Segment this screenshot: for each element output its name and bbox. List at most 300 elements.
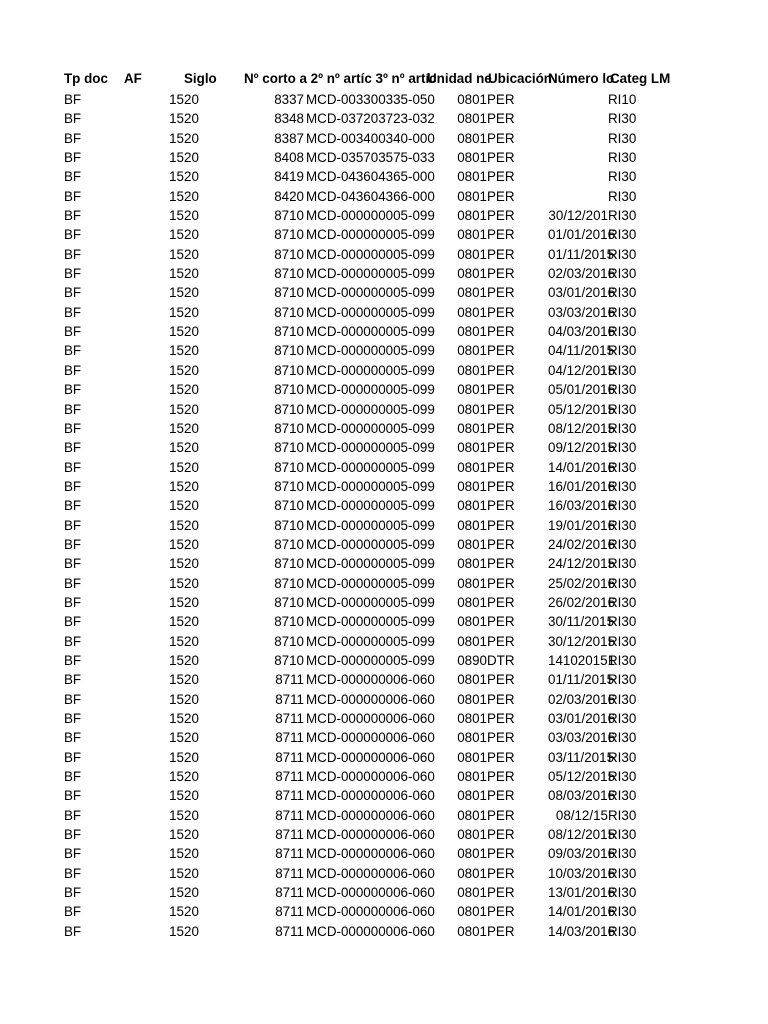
cell-tp-doc[interactable]: BF <box>64 169 82 185</box>
cell-categ-lm[interactable]: RI30 <box>608 169 637 185</box>
cell-ubicacion[interactable]: PER <box>487 865 515 881</box>
cell-numero-corto[interactable]: 8710 <box>274 536 304 552</box>
cell-articulo[interactable]: MCD-000000006-060 <box>306 865 435 881</box>
cell-unidad[interactable]: 0801 <box>457 575 487 591</box>
cell-siglo-b[interactable]: 20 <box>184 92 199 107</box>
cell-siglo-b[interactable]: 20 <box>184 788 199 804</box>
cell-unidad[interactable]: 0801 <box>457 807 487 823</box>
cell-ubicacion[interactable]: PER <box>487 324 515 340</box>
cell-categ-lm[interactable]: RI30 <box>608 691 637 707</box>
cell-numero-lote[interactable]: 03/03/2016 <box>548 304 616 320</box>
cell-siglo-b[interactable]: 20 <box>184 304 199 320</box>
cell-siglo-b[interactable]: 20 <box>184 111 199 127</box>
cell-ubicacion[interactable]: PER <box>487 478 515 494</box>
cell-tp-doc[interactable]: BF <box>64 769 82 785</box>
cell-ubicacion[interactable]: PER <box>487 362 515 378</box>
cell-articulo[interactable]: MCD-035703575-033 <box>306 150 435 166</box>
cell-numero-lote[interactable]: 02/03/2016 <box>548 691 616 707</box>
cell-categ-lm[interactable]: RI30 <box>608 614 637 630</box>
cell-tp-doc[interactable]: BF <box>64 324 82 340</box>
cell-articulo[interactable]: MCD-043604366-000 <box>306 188 435 204</box>
cell-ubicacion[interactable]: PER <box>487 672 515 688</box>
cell-siglo-b[interactable]: 20 <box>184 169 199 185</box>
cell-tp-doc[interactable]: BF <box>64 846 82 862</box>
cell-tp-doc[interactable]: BF <box>64 672 82 688</box>
cell-unidad[interactable]: 0801 <box>457 130 487 146</box>
cell-numero-lote[interactable]: 03/01/2016 <box>548 285 616 301</box>
cell-articulo[interactable]: MCD-000000005-099 <box>306 420 435 436</box>
cell-numero-lote[interactable]: 14/03/2016 <box>548 923 616 939</box>
cell-categ-lm[interactable]: RI30 <box>608 556 637 572</box>
cell-siglo-a[interactable]: 15 <box>169 478 184 494</box>
cell-numero-lote[interactable]: 04/12/2015 <box>548 362 616 378</box>
cell-numero-corto[interactable]: 8710 <box>274 382 304 398</box>
cell-numero-corto[interactable]: 8711 <box>275 769 304 785</box>
cell-numero-lote[interactable]: 30/12/2015 <box>548 633 616 649</box>
cell-siglo-a[interactable]: 15 <box>169 130 184 146</box>
cell-siglo-b[interactable]: 20 <box>184 324 199 340</box>
cell-siglo-b[interactable]: 20 <box>184 420 199 436</box>
cell-siglo-a[interactable]: 15 <box>169 111 184 127</box>
cell-siglo-b[interactable]: 20 <box>184 266 199 282</box>
cell-numero-lote[interactable]: 01/11/2015 <box>548 246 615 262</box>
cell-siglo-b[interactable]: 20 <box>184 807 199 823</box>
cell-tp-doc[interactable]: BF <box>64 150 82 166</box>
cell-articulo[interactable]: MCD-043604365-000 <box>306 169 435 185</box>
cell-numero-corto[interactable]: 8710 <box>274 401 304 417</box>
cell-ubicacion[interactable]: PER <box>487 285 515 301</box>
cell-numero-corto[interactable]: 8710 <box>274 420 304 436</box>
cell-unidad[interactable]: 0801 <box>457 246 487 262</box>
cell-unidad[interactable]: 0801 <box>457 227 487 243</box>
cell-siglo-a[interactable]: 15 <box>169 672 184 688</box>
cell-ubicacion[interactable]: PER <box>487 517 515 533</box>
cell-unidad[interactable]: 0801 <box>457 208 487 224</box>
cell-ubicacion[interactable]: PER <box>487 594 515 610</box>
cell-siglo-b[interactable]: 20 <box>184 885 199 901</box>
cell-numero-lote[interactable]: 13/01/2016 <box>548 885 616 901</box>
cell-tp-doc[interactable]: BF <box>64 807 82 823</box>
cell-ubicacion[interactable]: PER <box>487 440 515 456</box>
cell-siglo-a[interactable]: 15 <box>169 382 184 398</box>
cell-tp-doc[interactable]: BF <box>64 440 82 456</box>
cell-numero-corto[interactable]: 8710 <box>274 652 304 668</box>
cell-siglo-b[interactable]: 20 <box>184 652 199 668</box>
cell-numero-corto[interactable]: 8710 <box>274 324 304 340</box>
header-tp-doc[interactable]: Tp doc <box>64 71 108 86</box>
cell-ubicacion[interactable]: PER <box>487 827 515 843</box>
cell-ubicacion[interactable]: PER <box>487 904 515 920</box>
cell-tp-doc[interactable]: BF <box>64 227 82 243</box>
cell-numero-corto[interactable]: 8420 <box>274 188 304 204</box>
cell-siglo-b[interactable]: 20 <box>184 130 199 146</box>
cell-categ-lm[interactable]: RI30 <box>608 749 637 765</box>
cell-numero-corto[interactable]: 8710 <box>274 633 304 649</box>
cell-ubicacion[interactable]: PER <box>487 575 515 591</box>
cell-ubicacion[interactable]: PER <box>487 769 515 785</box>
cell-siglo-b[interactable]: 20 <box>184 498 199 514</box>
cell-numero-corto[interactable]: 8710 <box>274 227 304 243</box>
cell-numero-corto[interactable]: 8711 <box>275 730 304 746</box>
cell-categ-lm[interactable]: RI30 <box>608 208 637 224</box>
cell-categ-lm[interactable]: RI30 <box>608 865 637 881</box>
cell-tp-doc[interactable]: BF <box>64 246 82 262</box>
cell-unidad[interactable]: 0801 <box>457 92 487 107</box>
cell-siglo-a[interactable]: 15 <box>169 711 184 726</box>
cell-numero-lote[interactable] <box>548 90 608 109</box>
cell-numero-lote[interactable]: 08/12/2015 <box>548 420 616 436</box>
cell-numero-lote[interactable]: 141020151 <box>548 652 616 668</box>
header-unidad-negocio[interactable]: Unidad ne <box>427 71 492 86</box>
cell-categ-lm[interactable]: RI30 <box>608 130 637 146</box>
cell-siglo-b[interactable]: 20 <box>184 904 199 920</box>
cell-siglo-a[interactable]: 15 <box>169 517 184 533</box>
cell-articulo[interactable]: MCD-000000005-099 <box>306 498 435 514</box>
cell-siglo-b[interactable]: 20 <box>184 730 199 746</box>
cell-numero-corto[interactable]: 8710 <box>274 304 304 320</box>
cell-siglo-a[interactable]: 15 <box>169 788 184 804</box>
cell-articulo[interactable]: MCD-000000005-099 <box>306 227 435 243</box>
cell-unidad[interactable]: 0801 <box>457 885 487 901</box>
cell-articulo[interactable]: MCD-003400340-000 <box>306 130 435 146</box>
cell-tp-doc[interactable]: BF <box>64 691 82 707</box>
cell-tp-doc[interactable]: BF <box>64 401 82 417</box>
cell-numero-lote[interactable]: 08/12/15 <box>555 807 608 823</box>
cell-siglo-b[interactable]: 20 <box>184 614 199 630</box>
cell-articulo[interactable]: MCD-000000005-099 <box>306 556 435 572</box>
cell-unidad[interactable]: 0801 <box>457 730 487 746</box>
cell-numero-lote[interactable] <box>548 109 608 128</box>
cell-numero-corto[interactable]: 8337 <box>274 92 304 107</box>
cell-numero-corto[interactable]: 8348 <box>274 111 304 127</box>
cell-articulo[interactable]: MCD-000000005-099 <box>306 517 435 533</box>
cell-siglo-a[interactable]: 15 <box>169 652 184 668</box>
cell-unidad[interactable]: 0801 <box>457 285 487 301</box>
cell-categ-lm[interactable]: RI30 <box>608 846 637 862</box>
cell-articulo[interactable]: MCD-000000005-099 <box>306 536 435 552</box>
cell-articulo[interactable]: MCD-000000006-060 <box>306 711 435 726</box>
cell-numero-corto[interactable]: 8710 <box>274 343 304 359</box>
cell-numero-lote[interactable] <box>548 187 608 206</box>
cell-unidad[interactable]: 0801 <box>457 150 487 166</box>
cell-tp-doc[interactable]: BF <box>64 904 82 920</box>
cell-unidad[interactable]: 0801 <box>457 691 487 707</box>
cell-categ-lm[interactable]: RI30 <box>608 362 637 378</box>
cell-categ-lm[interactable]: RI30 <box>608 188 637 204</box>
cell-numero-lote[interactable]: 30/11/2015 <box>548 614 615 630</box>
cell-categ-lm[interactable]: RI30 <box>608 923 637 939</box>
cell-articulo[interactable]: MCD-000000006-060 <box>306 904 435 920</box>
cell-tp-doc[interactable]: BF <box>64 343 82 359</box>
cell-unidad[interactable]: 0801 <box>457 594 487 610</box>
cell-articulo[interactable]: MCD-000000005-099 <box>306 382 435 398</box>
cell-unidad[interactable]: 0801 <box>457 827 487 843</box>
cell-numero-corto[interactable]: 8711 <box>275 711 304 726</box>
cell-tp-doc[interactable]: BF <box>64 594 82 610</box>
cell-unidad[interactable]: 0801 <box>457 382 487 398</box>
cell-ubicacion[interactable]: PER <box>487 498 515 514</box>
cell-siglo-b[interactable]: 20 <box>184 575 199 591</box>
cell-siglo-a[interactable]: 15 <box>169 769 184 785</box>
cell-numero-corto[interactable]: 8710 <box>274 246 304 262</box>
cell-categ-lm[interactable]: RI30 <box>608 633 637 649</box>
cell-siglo-b[interactable]: 20 <box>184 691 199 707</box>
header-ubicacion[interactable]: Ubicación <box>488 71 552 86</box>
cell-articulo[interactable]: MCD-000000005-099 <box>306 266 435 282</box>
cell-ubicacion[interactable]: PER <box>487 304 515 320</box>
cell-unidad[interactable]: 0801 <box>457 459 487 475</box>
cell-siglo-a[interactable]: 15 <box>169 324 184 340</box>
cell-numero-lote[interactable]: 16/03/2016 <box>548 498 616 514</box>
cell-tp-doc[interactable]: BF <box>64 382 82 398</box>
cell-ubicacion[interactable]: PER <box>487 633 515 649</box>
cell-ubicacion[interactable]: PER <box>487 885 515 901</box>
cell-tp-doc[interactable]: BF <box>64 923 82 939</box>
cell-articulo[interactable]: MCD-000000005-099 <box>306 304 435 320</box>
cell-ubicacion[interactable]: PER <box>487 382 515 398</box>
cell-categ-lm[interactable]: RI30 <box>608 420 637 436</box>
cell-articulo[interactable]: MCD-000000005-099 <box>306 614 435 630</box>
cell-tp-doc[interactable]: BF <box>64 498 82 514</box>
cell-unidad[interactable]: 0801 <box>457 517 487 533</box>
cell-numero-corto[interactable]: 8710 <box>274 575 304 591</box>
cell-tp-doc[interactable]: BF <box>64 459 82 475</box>
cell-numero-lote[interactable]: 14/01/2016 <box>548 904 616 920</box>
cell-categ-lm[interactable]: RI10 <box>608 92 637 107</box>
cell-categ-lm[interactable]: RI30 <box>608 382 637 398</box>
cell-ubicacion[interactable]: PER <box>487 807 515 823</box>
cell-articulo[interactable]: MCD-000000005-099 <box>306 324 435 340</box>
cell-numero-lote[interactable]: 26/02/2016 <box>548 594 616 610</box>
cell-tp-doc[interactable]: BF <box>64 420 82 436</box>
cell-ubicacion[interactable]: PER <box>487 846 515 862</box>
cell-numero-lote[interactable]: 09/12/2015 <box>548 440 616 456</box>
cell-siglo-a[interactable]: 15 <box>169 807 184 823</box>
cell-ubicacion[interactable]: PER <box>487 246 515 262</box>
cell-categ-lm[interactable]: RI30 <box>608 111 637 127</box>
cell-categ-lm[interactable]: RI30 <box>608 652 637 668</box>
cell-articulo[interactable]: MCD-000000005-099 <box>306 594 435 610</box>
cell-numero-corto[interactable]: 8710 <box>274 208 304 224</box>
cell-siglo-a[interactable]: 15 <box>169 827 184 843</box>
cell-categ-lm[interactable]: RI30 <box>608 594 637 610</box>
cell-siglo-b[interactable]: 20 <box>184 227 199 243</box>
cell-unidad[interactable]: 0801 <box>457 362 487 378</box>
cell-ubicacion[interactable]: PER <box>487 208 515 224</box>
cell-siglo-a[interactable]: 15 <box>169 904 184 920</box>
cell-siglo-b[interactable]: 20 <box>184 923 199 939</box>
cell-articulo[interactable]: MCD-000000005-099 <box>306 440 435 456</box>
cell-siglo-b[interactable]: 20 <box>184 536 199 552</box>
cell-unidad[interactable]: 0801 <box>457 188 487 204</box>
cell-unidad[interactable]: 0801 <box>457 266 487 282</box>
cell-numero-corto[interactable]: 8711 <box>275 827 304 843</box>
cell-tp-doc[interactable]: BF <box>64 285 82 301</box>
cell-categ-lm[interactable]: RI30 <box>608 304 637 320</box>
cell-ubicacion[interactable]: PER <box>487 614 515 630</box>
cell-tp-doc[interactable]: BF <box>64 92 82 107</box>
cell-unidad[interactable]: 0801 <box>457 904 487 920</box>
cell-siglo-a[interactable]: 15 <box>169 865 184 881</box>
cell-articulo[interactable]: MCD-000000006-060 <box>306 827 435 843</box>
cell-articulo[interactable]: MCD-000000005-099 <box>306 478 435 494</box>
cell-numero-corto[interactable]: 8710 <box>274 614 304 630</box>
cell-categ-lm[interactable]: RI30 <box>608 498 637 514</box>
cell-articulo[interactable]: MCD-000000006-060 <box>306 730 435 746</box>
cell-siglo-b[interactable]: 20 <box>184 478 199 494</box>
cell-siglo-b[interactable]: 20 <box>184 440 199 456</box>
cell-siglo-a[interactable]: 15 <box>169 885 184 901</box>
cell-articulo[interactable]: MCD-000000006-060 <box>306 769 435 785</box>
cell-numero-corto[interactable]: 8710 <box>274 517 304 533</box>
cell-tp-doc[interactable]: BF <box>64 827 82 843</box>
cell-unidad[interactable]: 0801 <box>457 111 487 127</box>
cell-siglo-a[interactable]: 15 <box>169 498 184 514</box>
cell-siglo-a[interactable]: 15 <box>169 246 184 262</box>
cell-categ-lm[interactable]: RI30 <box>608 478 637 494</box>
cell-siglo-a[interactable]: 15 <box>169 440 184 456</box>
cell-ubicacion[interactable]: PER <box>487 266 515 282</box>
cell-numero-corto[interactable]: 8387 <box>274 130 304 146</box>
cell-siglo-a[interactable]: 15 <box>169 420 184 436</box>
cell-numero-lote[interactable]: 03/03/2016 <box>548 730 616 746</box>
cell-unidad[interactable]: 0801 <box>457 343 487 359</box>
cell-siglo-a[interactable]: 15 <box>169 556 184 572</box>
cell-unidad[interactable]: 0801 <box>457 478 487 494</box>
cell-numero-corto[interactable]: 8711 <box>275 885 304 901</box>
cell-unidad[interactable]: 0801 <box>457 498 487 514</box>
cell-siglo-b[interactable]: 20 <box>184 343 199 359</box>
cell-numero-corto[interactable]: 8710 <box>274 478 304 494</box>
cell-numero-lote[interactable]: 16/01/2016 <box>548 478 616 494</box>
cell-numero-corto[interactable]: 8710 <box>274 266 304 282</box>
cell-articulo[interactable]: MCD-000000005-099 <box>306 285 435 301</box>
cell-articulo[interactable]: MCD-000000005-099 <box>306 459 435 475</box>
header-numero-lote[interactable]: Número lo <box>548 71 615 86</box>
cell-ubicacion[interactable]: PER <box>487 227 515 243</box>
cell-siglo-a[interactable]: 15 <box>169 594 184 610</box>
cell-unidad[interactable]: 0801 <box>457 169 487 185</box>
cell-categ-lm[interactable]: RI30 <box>608 788 637 804</box>
cell-categ-lm[interactable]: RI30 <box>608 401 637 417</box>
cell-categ-lm[interactable]: RI30 <box>608 440 637 456</box>
cell-numero-lote[interactable] <box>548 129 608 148</box>
cell-siglo-b[interactable]: 20 <box>184 749 199 765</box>
cell-numero-corto[interactable]: 8711 <box>275 691 304 707</box>
cell-ubicacion[interactable]: PER <box>487 150 515 166</box>
cell-numero-corto[interactable]: 8710 <box>274 459 304 475</box>
cell-ubicacion[interactable]: PER <box>487 169 515 185</box>
cell-siglo-b[interactable]: 20 <box>184 208 199 224</box>
cell-siglo-b[interactable]: 20 <box>184 517 199 533</box>
cell-unidad[interactable]: 0801 <box>457 846 487 862</box>
cell-unidad[interactable]: 0801 <box>457 633 487 649</box>
cell-articulo[interactable]: MCD-000000006-060 <box>306 846 435 862</box>
cell-numero-corto[interactable]: 8710 <box>274 594 304 610</box>
cell-ubicacion[interactable]: PER <box>487 923 515 939</box>
cell-unidad[interactable]: 0890 <box>457 652 487 668</box>
cell-ubicacion[interactable]: PER <box>487 749 515 765</box>
cell-categ-lm[interactable]: RI30 <box>608 711 637 726</box>
cell-categ-lm[interactable]: RI30 <box>608 517 637 533</box>
cell-siglo-b[interactable]: 20 <box>184 594 199 610</box>
cell-categ-lm[interactable]: RI30 <box>608 536 637 552</box>
cell-siglo-a[interactable]: 15 <box>169 749 184 765</box>
cell-siglo-a[interactable]: 15 <box>169 150 184 166</box>
cell-siglo-a[interactable]: 15 <box>169 614 184 630</box>
cell-categ-lm[interactable]: RI30 <box>608 730 637 746</box>
cell-ubicacion[interactable]: PER <box>487 711 515 726</box>
cell-categ-lm[interactable]: RI30 <box>608 885 637 901</box>
cell-tp-doc[interactable]: BF <box>64 885 82 901</box>
cell-tp-doc[interactable]: BF <box>64 266 82 282</box>
cell-numero-lote[interactable]: 14/01/2016 <box>548 459 616 475</box>
cell-tp-doc[interactable]: BF <box>64 788 82 804</box>
cell-siglo-b[interactable]: 20 <box>184 362 199 378</box>
cell-categ-lm[interactable]: RI30 <box>608 343 637 359</box>
cell-categ-lm[interactable]: RI30 <box>608 459 637 475</box>
cell-numero-lote[interactable]: 05/12/2015 <box>548 769 616 785</box>
cell-tp-doc[interactable]: BF <box>64 633 82 649</box>
cell-unidad[interactable]: 0801 <box>457 923 487 939</box>
cell-ubicacion[interactable]: PER <box>487 343 515 359</box>
cell-categ-lm[interactable]: RI30 <box>608 150 637 166</box>
cell-numero-lote[interactable]: 05/12/2015 <box>548 401 616 417</box>
cell-unidad[interactable]: 0801 <box>457 749 487 765</box>
header-siglo[interactable]: Siglo <box>184 71 217 86</box>
cell-numero-corto[interactable]: 8711 <box>275 807 304 823</box>
cell-articulo[interactable]: MCD-000000006-060 <box>306 807 435 823</box>
cell-siglo-b[interactable]: 20 <box>184 769 199 785</box>
cell-ubicacion[interactable]: PER <box>487 188 515 204</box>
cell-numero-lote[interactable]: 03/11/2015 <box>548 749 615 765</box>
cell-ubicacion[interactable]: PER <box>487 130 515 146</box>
cell-unidad[interactable]: 0801 <box>457 865 487 881</box>
cell-tp-doc[interactable]: BF <box>64 536 82 552</box>
cell-siglo-a[interactable]: 15 <box>169 846 184 862</box>
cell-siglo-b[interactable]: 20 <box>184 285 199 301</box>
cell-numero-lote[interactable]: 04/11/2015 <box>548 343 615 359</box>
cell-categ-lm[interactable]: RI30 <box>608 285 637 301</box>
cell-siglo-a[interactable]: 15 <box>169 923 184 939</box>
cell-categ-lm[interactable]: RI30 <box>608 246 637 262</box>
cell-unidad[interactable]: 0801 <box>457 788 487 804</box>
cell-articulo[interactable]: MCD-037203723-032 <box>306 111 435 127</box>
cell-numero-lote[interactable]: 25/02/2016 <box>548 575 616 591</box>
cell-tp-doc[interactable]: BF <box>64 575 82 591</box>
cell-unidad[interactable]: 0801 <box>457 324 487 340</box>
cell-unidad[interactable]: 0801 <box>457 614 487 630</box>
cell-numero-lote[interactable]: 08/03/2016 <box>548 788 616 804</box>
cell-articulo[interactable]: MCD-003300335-050 <box>306 92 435 107</box>
cell-tp-doc[interactable]: BF <box>64 362 82 378</box>
cell-unidad[interactable]: 0801 <box>457 401 487 417</box>
cell-numero-corto[interactable]: 8711 <box>275 865 304 881</box>
cell-siglo-a[interactable]: 15 <box>169 401 184 417</box>
cell-tp-doc[interactable]: BF <box>64 730 82 746</box>
cell-tp-doc[interactable]: BF <box>64 865 82 881</box>
cell-numero-lote[interactable]: 01/11/2015 <box>548 672 615 688</box>
cell-numero-lote[interactable]: 03/01/2016 <box>548 711 616 726</box>
cell-numero-lote[interactable]: 02/03/2016 <box>548 266 616 282</box>
cell-unidad[interactable]: 0801 <box>457 711 487 726</box>
cell-ubicacion[interactable]: PER <box>487 420 515 436</box>
cell-categ-lm[interactable]: RI30 <box>608 672 637 688</box>
cell-articulo[interactable]: MCD-000000005-099 <box>306 362 435 378</box>
cell-articulo[interactable]: MCD-000000005-099 <box>306 208 435 224</box>
cell-numero-lote[interactable]: 19/01/2016 <box>548 517 616 533</box>
cell-categ-lm[interactable]: RI30 <box>608 575 637 591</box>
